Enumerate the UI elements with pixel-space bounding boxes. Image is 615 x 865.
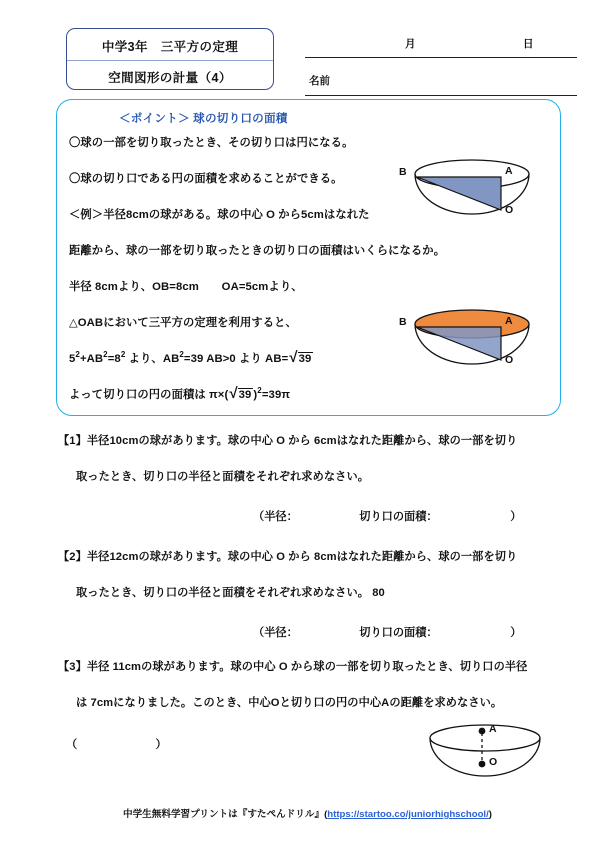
eq1-post: より、AB	[125, 353, 180, 365]
eq1-mid: +AB	[79, 353, 104, 365]
month-label: 月	[405, 38, 416, 50]
name-label: 名前	[309, 75, 330, 87]
radical-glyph-2: √	[229, 385, 238, 402]
sphere-diagram-1	[397, 148, 547, 243]
question-3-answer-field[interactable]: （ ）	[66, 739, 167, 751]
triangle-oab-1	[417, 177, 501, 210]
question-2-line-1: 【2】半径12cmの球があります。球の中心 O から 8cmはなれた距離から、球の一部を切り	[58, 551, 518, 563]
hemisphere-svg-1	[397, 148, 547, 243]
radicand-39-2: 39	[238, 389, 252, 401]
bowl-outline-3	[430, 738, 540, 776]
eq1-eq: =8	[107, 353, 121, 365]
hemisphere-svg-2	[397, 298, 547, 393]
point-box-title: ＜ポイント＞ 球の切り口の面積	[119, 112, 288, 125]
point-line-6: △OABにおいて三平方の定理を利用すると、	[69, 317, 297, 329]
square-root-symbol	[288, 350, 313, 365]
eq1-sup3: 2	[120, 350, 126, 360]
footer-text-after: )	[488, 809, 492, 820]
point-label-o-2: O	[505, 354, 514, 366]
eq1-sup1: 2	[75, 350, 80, 360]
question-1-line-1: 【1】半径10cmの球があります。球の中心 O から 6cmはなれた距離から、球の一部を切り	[58, 435, 518, 447]
radicand-39: 39	[298, 353, 312, 365]
worksheet-grade-topic: 中学3年 三平方の定理	[101, 40, 239, 54]
sphere-diagram-2	[397, 298, 547, 393]
question-3-line-1: 【3】半径 11cmの球があります。球の中心 O から球の一部を切り取ったとき、切り口の半径	[58, 661, 528, 673]
point-label-a-3: A	[489, 723, 497, 735]
point-label-a-2: A	[505, 315, 513, 327]
point-line-4: 距離から、球の一部を切り取ったときの切り口の面積はいくらになるか。	[69, 245, 446, 257]
rim-ellipse-3	[430, 725, 540, 751]
point-dot-a	[479, 728, 486, 735]
question-1-answer-field[interactable]: （半径： 切り口の面積： ）	[253, 511, 522, 523]
eq2-post: )	[253, 389, 258, 401]
worksheet-subtitle: 空間図形の計量（4）	[108, 71, 232, 85]
point-label-b-1: B	[399, 166, 407, 178]
eq1-pre: 5	[69, 353, 76, 365]
question-1-line-2: 取ったとき、切り口の半径と面積をそれぞれ求めなさい。	[76, 471, 370, 483]
triangle-oab-2	[417, 327, 501, 360]
footer-text-before: 中学生無料学習プリントは『すたぺんドリル』(	[123, 809, 328, 820]
point-label-o-3: O	[489, 756, 498, 768]
equation-line-2	[69, 386, 290, 402]
question-2-line-2: 取ったとき、切り口の半径と面積をそれぞれ求めなさい。 80	[76, 587, 385, 599]
eq1-tail: =39 AB>0 より AB=	[183, 353, 289, 365]
date-field[interactable]	[305, 28, 577, 58]
equation-line-1	[69, 350, 313, 366]
name-field[interactable]	[305, 68, 577, 96]
point-label-o-1: O	[505, 204, 514, 216]
eq2-tail: =39π	[261, 389, 291, 401]
point-line-2: 〇球の切り口である円の面積を求めることができる。	[69, 173, 343, 185]
question-2-answer-field[interactable]: （半径： 切り口の面積： ）	[253, 627, 522, 639]
radical-glyph: √	[289, 349, 298, 366]
page-header	[0, 22, 615, 92]
footer-url-link[interactable]: https://startoo.co/juniorhighschool/	[327, 809, 489, 820]
point-box	[56, 99, 561, 416]
sphere-diagram-3	[420, 718, 550, 800]
point-dot-o	[479, 761, 486, 768]
eq2-sup: 2	[257, 386, 262, 396]
title-divider	[67, 60, 273, 61]
point-label-a-1: A	[505, 165, 513, 177]
point-label-b-2: B	[399, 316, 407, 328]
point-line-3: ＜例＞半径8cmの球がある。球の中心 O から5cmはなれた	[69, 209, 370, 221]
eq2-pre: よって切り口の円の面積は π×(	[69, 389, 229, 401]
question-3-line-2: は 7cmになりました。このとき、中心Oと切り口の円の中心Aの距離を求めなさい。	[76, 697, 503, 709]
eq1-sup2: 2	[103, 350, 108, 360]
square-root-symbol-2	[228, 386, 253, 401]
point-line-5: 半径 8cmより、OB=8cm OA=5cmより、	[69, 281, 303, 293]
footer	[0, 806, 615, 820]
question-3	[58, 658, 578, 788]
hemisphere-svg-3	[420, 718, 550, 800]
question-2	[58, 548, 578, 648]
day-label: 日	[523, 38, 534, 50]
question-1	[58, 432, 578, 532]
point-line-1: 〇球の一部を切り取ったとき、その切り口は円になる。	[69, 137, 354, 149]
title-box	[66, 28, 274, 90]
eq1-sup4: 2	[179, 350, 184, 360]
